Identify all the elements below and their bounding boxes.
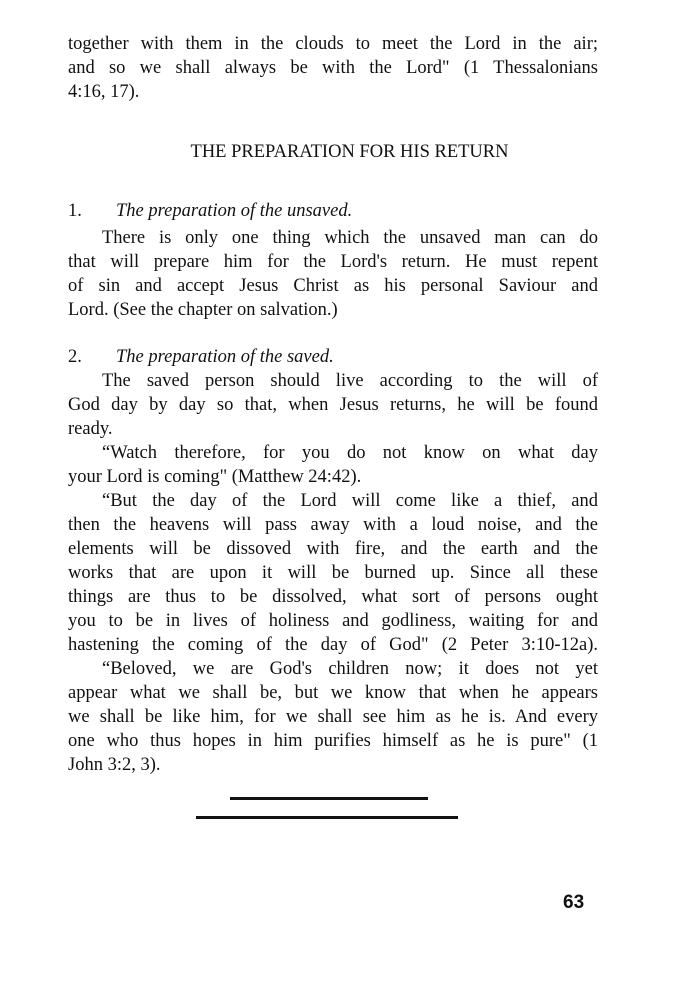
- ornamental-rule-short: [230, 797, 428, 800]
- text-line: together with them in the clouds to meet the Lord in the air;: [68, 34, 598, 54]
- text-line: There is only one thing which the unsaved man can do: [102, 228, 598, 248]
- text-line: we shall be like him, for we shall see him as he is. And every: [68, 707, 598, 727]
- text-line: ready.: [68, 419, 113, 439]
- text-line: then the heavens will pass away with a loud noise, and the: [68, 515, 598, 535]
- text-line: hastening the coming of the day of God" (2 Peter 3:10-12a).: [68, 635, 598, 655]
- text-line: appear what we shall be, but we know that when he appears: [68, 683, 598, 703]
- text-line: “Beloved, we are God's children now; it does not yet: [102, 659, 598, 679]
- text-line: and so we shall always be with the Lord" (1 Thessalonians: [68, 58, 598, 78]
- text-line: your Lord is coming" (Matthew 24:42).: [68, 467, 362, 487]
- text-line: that will prepare him for the Lord's return. He must repent: [68, 252, 598, 272]
- text-line: 4:16, 17).: [68, 82, 140, 102]
- text-line: works that are upon it will be burned up. Since all these: [68, 563, 598, 583]
- text-line: of sin and accept Jesus Christ as his personal Saviour and: [68, 276, 598, 296]
- text-line: God day by day so that, when Jesus returns, he will be found: [68, 395, 598, 415]
- ornamental-rule-long: [196, 816, 458, 819]
- text-line: elements will be dissoved with fire, and the earth and the: [68, 539, 598, 559]
- text-line: “Watch therefore, for you do not know on what day: [102, 443, 598, 463]
- item-title: The preparation of the saved.: [116, 347, 334, 367]
- text-line: Lord. (See the chapter on salvation.): [68, 300, 338, 320]
- text-line: you to be in lives of holiness and godliness, waiting for and: [68, 611, 598, 631]
- item-number: 2.: [68, 347, 82, 367]
- text-line: “But the day of the Lord will come like a thief, and: [102, 491, 598, 511]
- text-line: things are thus to be dissolved, what sort of persons ought: [68, 587, 598, 607]
- text-line: The saved person should live according to the will of: [102, 371, 598, 391]
- section-heading: THE PREPARATION FOR HIS RETURN: [190, 142, 509, 162]
- text-line: John 3:2, 3).: [68, 755, 161, 775]
- text-line: one who thus hopes in him purifies himself as he is pure" (1: [68, 731, 598, 751]
- page-number: 63: [563, 892, 585, 913]
- item-title: The preparation of the unsaved.: [116, 201, 353, 221]
- item-number: 1.: [68, 201, 82, 221]
